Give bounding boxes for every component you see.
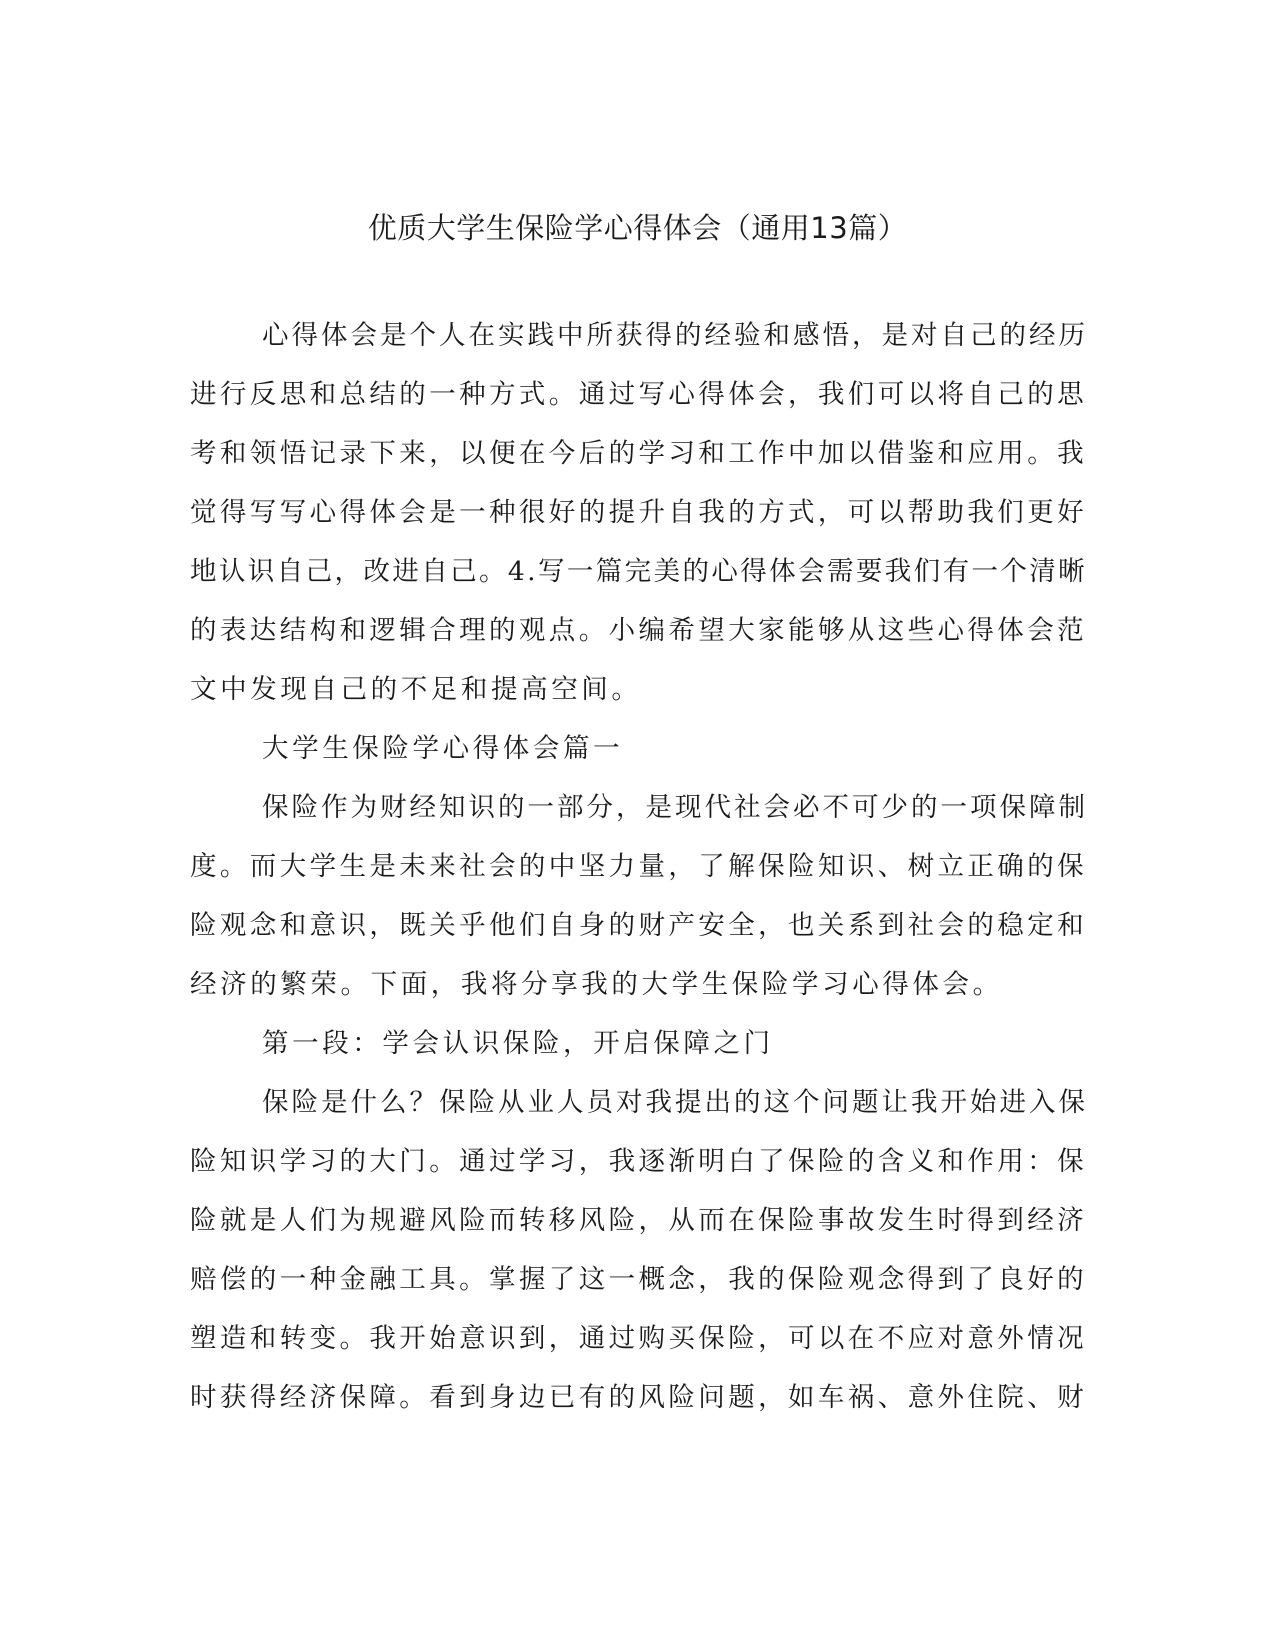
text-line: 赔偿的一种金融工具。掌握了这一概念，我的保险观念得到了良好的 — [190, 1264, 1087, 1295]
text-line: 考和领悟记录下来，以便在今后的学习和工作中加以借鉴和应用。我 — [190, 438, 1087, 469]
text-line: 度。而大学生是未来社会的中坚力量，了解保险知识、树立正确的保 — [190, 851, 1087, 882]
text-line: 险就是人们为规避风险而转移风险，从而在保险事故发生时得到经济 — [190, 1205, 1087, 1236]
text-line: 地认识自己，改进自己。4.写一篇完美的心得体会需要我们有一个清晰 — [190, 556, 1088, 587]
text-line: 心得体会是个人在实践中所获得的经验和感悟，是对自己的经历 — [262, 320, 1088, 351]
text-line: 保险是什么？保险从业人员对我提出的这个问题让我开始进入保 — [262, 1087, 1088, 1118]
text-line: 觉得写写心得体会是一种很好的提升自我的方式，可以帮助我们更好 — [190, 497, 1087, 528]
text-line: 保险作为财经知识的一部分，是现代社会必不可少的一项保障制 — [262, 792, 1088, 823]
text-line: 时获得经济保障。看到身边已有的风险问题，如车祸、意外住院、财 — [190, 1382, 1087, 1413]
section-heading: 第一段：学会认识保险，开启保障之门 — [262, 1028, 774, 1059]
section-heading: 大学生保险学心得体会篇一 — [262, 733, 624, 764]
text-line: 塑造和转变。我开始意识到，通过购买保险，可以在不应对意外情况 — [190, 1323, 1087, 1354]
text-line: 文中发现自己的不足和提高空间。 — [190, 674, 642, 705]
text-line: 进行反思和总结的一种方式。通过写心得体会，我们可以将自己的思 — [190, 379, 1087, 410]
text-line: 险知识学习的大门。通过学习，我逐渐明白了保险的含义和作用：保 — [190, 1146, 1087, 1177]
text-line: 险观念和意识，既关乎他们自身的财产安全，也关系到社会的稳定和 — [190, 910, 1087, 941]
document-title: 优质大学生保险学心得体会（通用13篇） — [367, 211, 908, 245]
text-line: 的表达结构和逻辑合理的观点。小编希望大家能够从这些心得体会范 — [190, 615, 1087, 646]
text-line: 经济的繁荣。下面，我将分享我的大学生保险学习心得体会。 — [190, 969, 1003, 1000]
